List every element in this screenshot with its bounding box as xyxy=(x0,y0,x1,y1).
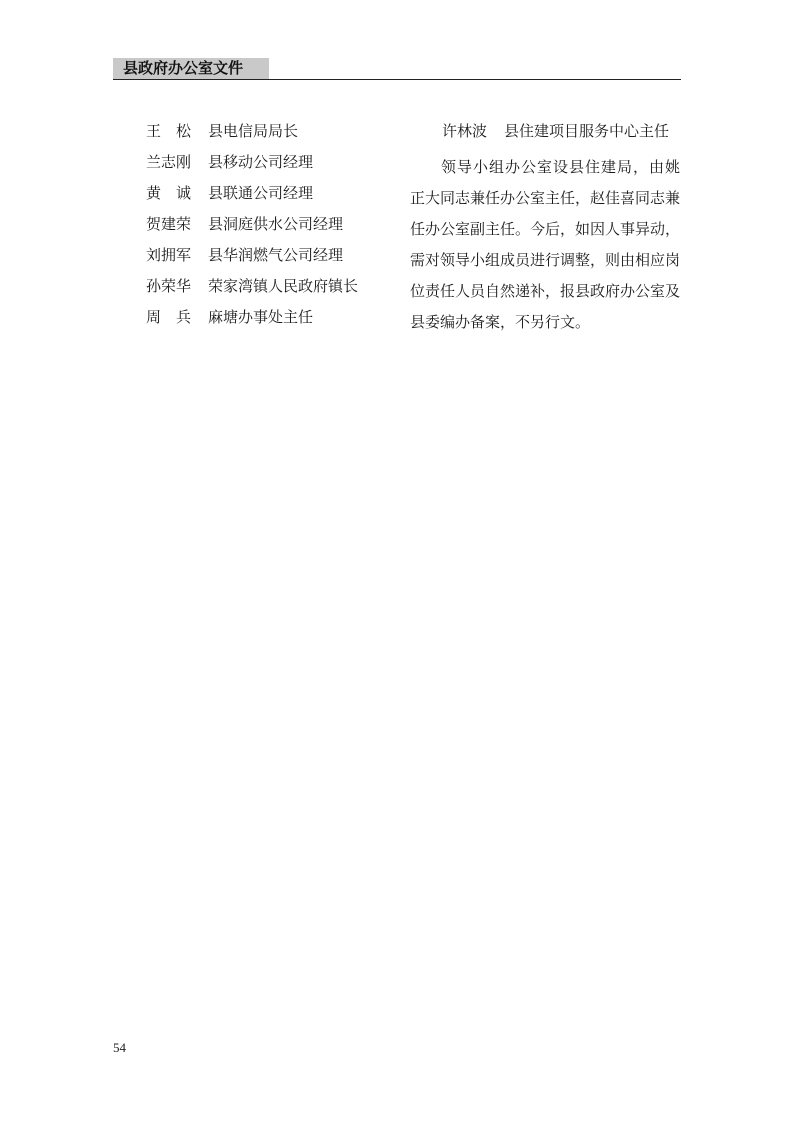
member-name: 许林波 xyxy=(442,122,488,140)
member-list-left xyxy=(146,121,396,338)
page-number: 54 xyxy=(113,1040,126,1055)
member-position: 县洞庭供水公司经理 xyxy=(208,215,344,233)
member-row xyxy=(146,245,396,276)
member-position: 县电信局局长 xyxy=(208,122,299,140)
member-name: 黄 诚 xyxy=(146,184,192,202)
member-position: 县联通公司经理 xyxy=(208,184,314,202)
member-name: 孙荣华 xyxy=(146,277,192,295)
member-row xyxy=(410,121,680,152)
member-name: 兰志刚 xyxy=(146,153,192,171)
member-position: 麻塘办事处主任 xyxy=(208,308,314,326)
member-row xyxy=(146,183,396,214)
right-column xyxy=(410,121,680,338)
member-row xyxy=(146,214,396,245)
member-name: 周 兵 xyxy=(146,308,192,326)
member-row xyxy=(146,121,396,152)
member-row xyxy=(146,307,396,338)
member-name: 贺建荣 xyxy=(146,215,192,233)
member-position: 县华润燃气公司经理 xyxy=(208,246,344,264)
document-header-title: 县政府办公室文件 xyxy=(113,58,269,79)
member-row xyxy=(146,152,396,183)
member-row xyxy=(146,276,396,307)
member-position: 荣家湾镇人民政府镇长 xyxy=(208,277,359,295)
member-name: 王 松 xyxy=(146,122,192,140)
member-position: 县移动公司经理 xyxy=(208,153,314,171)
office-notice-paragraph: 领导小组办公室设县住建局，由姚正大同志兼任办公室主任，赵佳喜同志兼任办公室副主任。今后，如因人事异动，需对领导小组成员进行调整，则由相应岗位责任人员自然递补，报县政府办公室及县委编办备案，不另行文。 xyxy=(410,158,681,331)
header-rule xyxy=(113,79,681,80)
member-position: 县住建项目服务中心主任 xyxy=(504,122,670,140)
member-name: 刘拥军 xyxy=(146,246,192,264)
